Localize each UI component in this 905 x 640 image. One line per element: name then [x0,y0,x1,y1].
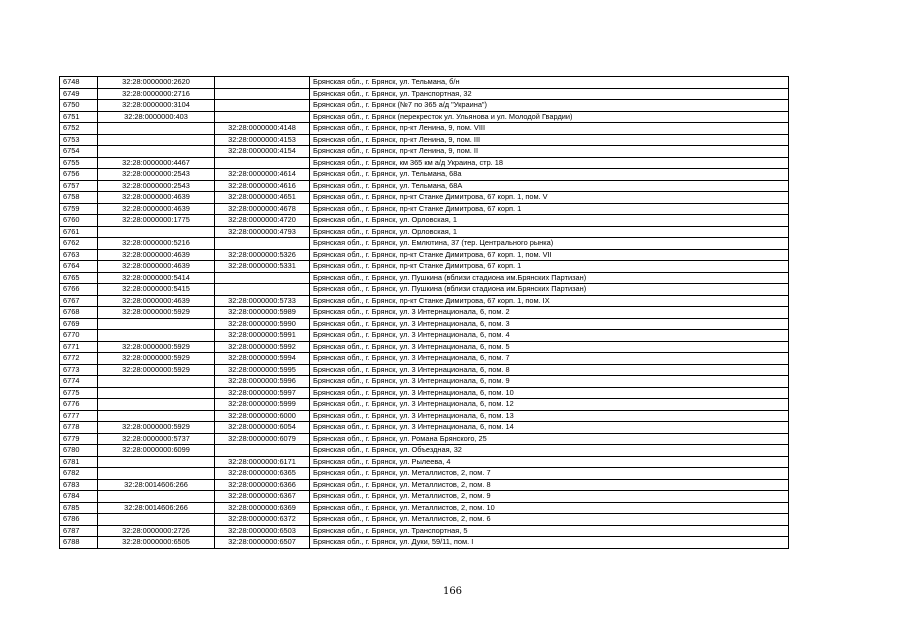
object-cadastral-cell: 32:28:0000000:5733 [215,295,310,307]
object-cadastral-cell: 32:28:0000000:4153 [215,134,310,146]
object-cadastral-cell: 32:28:0000000:6507 [215,537,310,549]
object-cadastral-cell: 32:28:0000000:4651 [215,192,310,204]
address-cell: Брянская обл., г. Брянск, ул. 3 Интернационала, 6, пом. 5 [310,341,789,353]
object-cadastral-cell [215,238,310,250]
row-number-cell: 6751 [60,111,98,123]
parcel-cadastral-cell: 32:28:0000000:4639 [98,295,215,307]
address-cell: Брянская обл., г. Брянск, км 365 км а/д Украина, стр. 18 [310,157,789,169]
address-cell: Брянская обл., г. Брянск, ул. Романа Брянского, 25 [310,433,789,445]
object-cadastral-cell: 32:28:0000000:5990 [215,318,310,330]
object-cadastral-cell: 32:28:0000000:6372 [215,514,310,526]
address-cell: Брянская обл., г. Брянск, ул. Емлютина, 37 (тер. Центрального рынка) [310,238,789,250]
row-number-cell: 6788 [60,537,98,549]
row-number-cell: 6771 [60,341,98,353]
address-cell: Брянская обл., г. Брянск, ул. Пушкина (вблизи стадиона им.Брянских Партизан) [310,272,789,284]
table-row [60,341,789,353]
table-row [60,157,789,169]
address-cell: Брянская обл., г. Брянск, ул. Объездная, 32 [310,445,789,457]
address-cell: Брянская обл., г. Брянск, ул. Орловская, 1 [310,215,789,227]
row-number-cell: 6759 [60,203,98,215]
parcel-cadastral-cell [98,456,215,468]
parcel-cadastral-cell: 32:28:0000000:403 [98,111,215,123]
table-row [60,537,789,549]
parcel-cadastral-cell: 32:28:0000000:2620 [98,77,215,89]
address-cell: Брянская обл., г. Брянск, ул. Тельмана, 68а [310,169,789,181]
address-cell: Брянская обл., г. Брянск, ул. 3 Интернационала, 6, пом. 8 [310,364,789,376]
parcel-cadastral-cell: 32:28:0000000:3104 [98,100,215,112]
address-cell: Брянская обл., г. Брянск, ул. 3 Интернационала, 6, пом. 9 [310,376,789,388]
parcel-cadastral-cell: 32:28:0000000:5929 [98,364,215,376]
object-cadastral-cell: 32:28:0000000:4720 [215,215,310,227]
cadastral-table [59,76,789,549]
address-cell: Брянская обл., г. Брянск, ул. Металлистов, 2, пом. 6 [310,514,789,526]
parcel-cadastral-cell: 32:28:0000000:5414 [98,272,215,284]
parcel-cadastral-cell [98,387,215,399]
parcel-cadastral-cell: 32:28:0000000:5415 [98,284,215,296]
row-number-cell: 6762 [60,238,98,250]
parcel-cadastral-cell: 32:28:0014606:266 [98,502,215,514]
address-cell: Брянская обл., г. Брянск, ул. 3 Интернационала, 6, пом. 13 [310,410,789,422]
address-cell: Брянская обл., г. Брянск, пр-кт Станке Димитрова, 67 корп. 1 [310,203,789,215]
parcel-cadastral-cell: 32:28:0000000:5216 [98,238,215,250]
table-row [60,353,789,365]
parcel-cadastral-cell: 32:28:0000000:2543 [98,169,215,181]
row-number-cell: 6785 [60,502,98,514]
table-row [60,88,789,100]
table-row [60,123,789,135]
object-cadastral-cell: 32:28:0000000:6000 [215,410,310,422]
address-cell: Брянская обл., г. Брянск, ул. Металлистов, 2, пом. 10 [310,502,789,514]
object-cadastral-cell: 32:28:0000000:6503 [215,525,310,537]
object-cadastral-cell [215,272,310,284]
table-row [60,376,789,388]
parcel-cadastral-cell: 32:28:0000000:4639 [98,249,215,261]
row-number-cell: 6758 [60,192,98,204]
table-row [60,192,789,204]
parcel-cadastral-cell: 32:28:0000000:4639 [98,192,215,204]
address-cell: Брянская обл., г. Брянск, пр-кт Станке Димитрова, 67 корп. 1, пом. V [310,192,789,204]
object-cadastral-cell: 32:28:0000000:5996 [215,376,310,388]
parcel-cadastral-cell [98,468,215,480]
address-cell: Брянская обл., г. Брянск, ул. Пушкина (вблизи стадиона им.Брянских Партизан) [310,284,789,296]
object-cadastral-cell [215,284,310,296]
parcel-cadastral-cell [98,226,215,238]
table-body [60,77,789,549]
address-cell: Брянская обл., г. Брянск, ул. 3 Интернационала, 6, пом. 4 [310,330,789,342]
object-cadastral-cell: 32:28:0000000:4793 [215,226,310,238]
parcel-cadastral-cell [98,318,215,330]
object-cadastral-cell: 32:28:0000000:5989 [215,307,310,319]
address-cell: Брянская обл., г. Брянск, ул. 3 Интернационала, 6, пом. 12 [310,399,789,411]
row-number-cell: 6784 [60,491,98,503]
table-row [60,318,789,330]
parcel-cadastral-cell [98,330,215,342]
parcel-cadastral-cell: 32:28:0000000:5929 [98,422,215,434]
row-number-cell: 6787 [60,525,98,537]
parcel-cadastral-cell [98,376,215,388]
parcel-cadastral-cell: 32:28:0000000:5929 [98,341,215,353]
object-cadastral-cell: 32:28:0000000:4154 [215,146,310,158]
row-number-cell: 6776 [60,399,98,411]
row-number-cell: 6753 [60,134,98,146]
row-number-cell: 6780 [60,445,98,457]
address-cell: Брянская обл., г. Брянск, ул. 3 Интернационала, 6, пом. 10 [310,387,789,399]
row-number-cell: 6755 [60,157,98,169]
table-row [60,180,789,192]
table-row [60,433,789,445]
row-number-cell: 6752 [60,123,98,135]
row-number-cell: 6774 [60,376,98,388]
object-cadastral-cell: 32:28:0000000:5997 [215,387,310,399]
table-row [60,514,789,526]
object-cadastral-cell: 32:28:0000000:5995 [215,364,310,376]
table-row [60,100,789,112]
object-cadastral-cell [215,100,310,112]
parcel-cadastral-cell: 32:28:0000000:4467 [98,157,215,169]
object-cadastral-cell [215,445,310,457]
row-number-cell: 6764 [60,261,98,273]
object-cadastral-cell: 32:28:0000000:6365 [215,468,310,480]
object-cadastral-cell: 32:28:0000000:4614 [215,169,310,181]
table-row [60,203,789,215]
row-number-cell: 6783 [60,479,98,491]
parcel-cadastral-cell: 32:28:0000000:5737 [98,433,215,445]
parcel-cadastral-cell: 32:28:0000000:2716 [98,88,215,100]
table-row [60,307,789,319]
parcel-cadastral-cell [98,410,215,422]
table-row [60,364,789,376]
row-number-cell: 6781 [60,456,98,468]
row-number-cell: 6757 [60,180,98,192]
parcel-cadastral-cell [98,514,215,526]
table-row [60,77,789,89]
address-cell: Брянская обл., г. Брянск, пр-кт Ленина, 9, пом. II [310,146,789,158]
address-cell: Брянская обл., г. Брянск, пр-кт Станке Димитрова, 67 корп. 1, пом. VII [310,249,789,261]
parcel-cadastral-cell [98,146,215,158]
parcel-cadastral-cell [98,134,215,146]
address-cell: Брянская обл., г. Брянск, ул. Тельмана, б/н [310,77,789,89]
table-row [60,468,789,480]
object-cadastral-cell: 32:28:0000000:5994 [215,353,310,365]
address-cell: Брянская обл., г. Брянск, ул. Металлистов, 2, пом. 9 [310,491,789,503]
parcel-cadastral-cell: 32:28:0000000:6099 [98,445,215,457]
row-number-cell: 6773 [60,364,98,376]
address-cell: Брянская обл., г. Брянск, ул. 3 Интернационала, 6, пом. 14 [310,422,789,434]
parcel-cadastral-cell: 32:28:0000000:2726 [98,525,215,537]
table-row [60,330,789,342]
table-row [60,491,789,503]
row-number-cell: 6777 [60,410,98,422]
row-number-cell: 6767 [60,295,98,307]
address-cell: Брянская обл., г. Брянск, ул. 3 Интернационала, 6, пом. 3 [310,318,789,330]
table-row [60,284,789,296]
page-number: 166 [442,586,463,597]
table-row [60,399,789,411]
table-row [60,422,789,434]
object-cadastral-cell: 32:28:0000000:5999 [215,399,310,411]
address-cell: Брянская обл., г. Брянск, ул. 3 Интернационала, 6, пом. 2 [310,307,789,319]
table-row [60,249,789,261]
row-number-cell: 6763 [60,249,98,261]
parcel-cadastral-cell: 32:28:0000000:5929 [98,307,215,319]
row-number-cell: 6768 [60,307,98,319]
object-cadastral-cell: 32:28:0000000:6054 [215,422,310,434]
table-row [60,111,789,123]
object-cadastral-cell: 32:28:0000000:6079 [215,433,310,445]
table-row [60,238,789,250]
row-number-cell: 6779 [60,433,98,445]
row-number-cell: 6754 [60,146,98,158]
object-cadastral-cell: 32:28:0000000:6171 [215,456,310,468]
object-cadastral-cell: 32:28:0000000:5992 [215,341,310,353]
object-cadastral-cell: 32:28:0000000:6366 [215,479,310,491]
table-row [60,169,789,181]
address-cell: Брянская обл., г. Брянск, ул. Орловская, 1 [310,226,789,238]
table-row [60,272,789,284]
table-row [60,261,789,273]
object-cadastral-cell: 32:28:0000000:4678 [215,203,310,215]
object-cadastral-cell: 32:28:0000000:5331 [215,261,310,273]
row-number-cell: 6760 [60,215,98,227]
parcel-cadastral-cell [98,123,215,135]
object-cadastral-cell: 32:28:0000000:4148 [215,123,310,135]
row-number-cell: 6775 [60,387,98,399]
table-row [60,445,789,457]
row-number-cell: 6756 [60,169,98,181]
table-row [60,134,789,146]
parcel-cadastral-cell [98,399,215,411]
table-row [60,456,789,468]
address-cell: Брянская обл., г. Брянск, ул. Транспортная, 32 [310,88,789,100]
object-cadastral-cell [215,88,310,100]
address-cell: Брянская обл., г. Брянск (№7 по 365 а/д "Украина") [310,100,789,112]
table-row [60,525,789,537]
table-row [60,215,789,227]
address-cell: Брянская обл., г. Брянск, ул. Металлистов, 2, пом. 7 [310,468,789,480]
row-number-cell: 6770 [60,330,98,342]
row-number-cell: 6769 [60,318,98,330]
parcel-cadastral-cell: 32:28:0000000:1775 [98,215,215,227]
address-cell: Брянская обл., г. Брянск, пр-кт Ленина, 9, пом. VIII [310,123,789,135]
object-cadastral-cell: 32:28:0000000:5991 [215,330,310,342]
table-row [60,295,789,307]
table-row [60,502,789,514]
address-cell: Брянская обл., г. Брянск, ул. Металлистов, 2, пом. 8 [310,479,789,491]
address-cell: Брянская обл., г. Брянск, ул. Дуки, 59/11, пом. I [310,537,789,549]
parcel-cadastral-cell: 32:28:0000000:4639 [98,261,215,273]
parcel-cadastral-cell: 32:28:0000000:4639 [98,203,215,215]
parcel-cadastral-cell: 32:28:0014606:266 [98,479,215,491]
parcel-cadastral-cell: 32:28:0000000:5929 [98,353,215,365]
parcel-cadastral-cell: 32:28:0000000:2543 [98,180,215,192]
row-number-cell: 6766 [60,284,98,296]
address-cell: Брянская обл., г. Брянск, ул. Транспортная, 5 [310,525,789,537]
row-number-cell: 6761 [60,226,98,238]
row-number-cell: 6765 [60,272,98,284]
parcel-cadastral-cell: 32:28:0000000:6505 [98,537,215,549]
row-number-cell: 6782 [60,468,98,480]
address-cell: Брянская обл., г. Брянск, ул. Тельмана, 68А [310,180,789,192]
table-row [60,387,789,399]
object-cadastral-cell [215,77,310,89]
object-cadastral-cell: 32:28:0000000:6367 [215,491,310,503]
row-number-cell: 6786 [60,514,98,526]
table-row [60,146,789,158]
object-cadastral-cell: 32:28:0000000:6369 [215,502,310,514]
row-number-cell: 6749 [60,88,98,100]
address-cell: Брянская обл., г. Брянск, пр-кт Ленина, 9, пом. III [310,134,789,146]
table-row [60,479,789,491]
row-number-cell: 6750 [60,100,98,112]
row-number-cell: 6772 [60,353,98,365]
parcel-cadastral-cell [98,491,215,503]
object-cadastral-cell: 32:28:0000000:4616 [215,180,310,192]
address-cell: Брянская обл., г. Брянск, пр-кт Станке Димитрова, 67 корп. 1, пом. IX [310,295,789,307]
address-cell: Брянская обл., г. Брянск, пр-кт Станке Димитрова, 67 корп. 1 [310,261,789,273]
address-cell: Брянская обл., г. Брянск (перекресток ул. Ульянова и ул. Молодой Гвардии) [310,111,789,123]
address-cell: Брянская обл., г. Брянск, ул. Рылеева, 4 [310,456,789,468]
address-cell: Брянская обл., г. Брянск, ул. 3 Интернационала, 6, пом. 7 [310,353,789,365]
row-number-cell: 6778 [60,422,98,434]
row-number-cell: 6748 [60,77,98,89]
object-cadastral-cell [215,111,310,123]
object-cadastral-cell [215,157,310,169]
table-row [60,410,789,422]
table-row [60,226,789,238]
object-cadastral-cell: 32:28:0000000:5326 [215,249,310,261]
